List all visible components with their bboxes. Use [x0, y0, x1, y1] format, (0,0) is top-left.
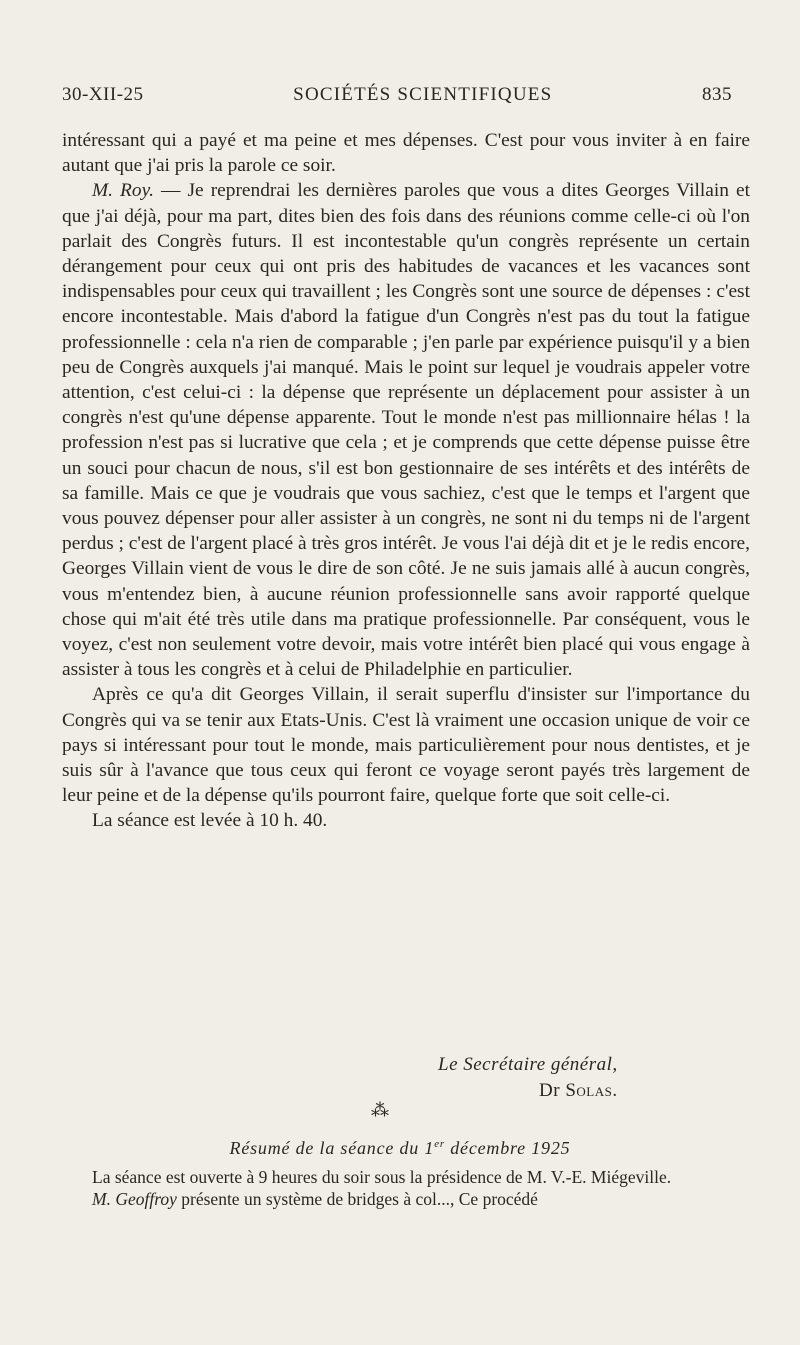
section-subheading: Résumé de la séance du 1er décembre 1925: [229, 1138, 571, 1158]
asterism-divider: ⁂: [371, 1100, 389, 1120]
page-number: 835: [701, 84, 732, 105]
paragraph-4: La séance est levée à 10 h. 40.: [92, 810, 328, 832]
signature-name: Dr Solas.: [539, 1080, 618, 1101]
speaker-name: M. Geoffroy: [92, 1189, 177, 1209]
main-text: [62, 128, 750, 834]
header-date: 30-XII-25: [62, 84, 144, 105]
sub-paragraph-1: La séance est ouverte à 9 heures du soir sous la présidence de M. V.-E. Miégeville.: [92, 1167, 672, 1187]
paragraph-2: M. Roy. — Je reprendrai les dernières paroles que vous a dites Georges Villain et que j'ai déjà, pour ma part, dites bien des fois dans des réunions comme celle-ci où l'on parlait des Congrès futurs. Il est incontestable qu'un congrès représente un certain dérangement pour ceux qui ont pris des habitudes de vacances et les vacances sont indispensables pour ceux qui travaillent ; les Congrès sont une source de dépenses : c'est encore incontestable. Mais d'abord la fatigue d'un Congrès n'est pas du tout la fatigue professionnelle : cela n'a rien de comparable ; j'en parle par expérience puisqu'il y a bien peu de Congrès auxquels j'ai manqué. Mais le point sur lequel je voudrais appeler votre attention, c'est celui-ci : la dépense que représente un déplacement pour assister à un congrès n'est qu'une dépense apparente. Tout le monde n'est pas millionnaire hélas ! la profession n'est pas si lucrative que cela ; et je comprends que cette dépense puisse être un souci pour chacun de nous, s'il est bon gestionnaire de ses intérêts et des intérêts de sa famille. Mais ce que je voudrais que vous sachiez, c'est que le temps et l'argent que vous pouvez dépenser pour aller assister à un congrès, ne sont ni du temps ni de l'argent perdus ; c'est de l'argent placé à très gros intérêt. Je vous l'ai déjà dit et je le redis encore, Georges Villain vient de vous le dire de son côté. Je ne suis jamais allé à aucun congrès, vous m'entendez bien, à aucune réunion professionnelle sans avoir rapporté quelque chose qui m'ait été très utile dans ma pratique professionnelle. Par conséquent, vous le voyez, c'est non seulement votre devoir, mais votre intérêt bien placé qui vous engage à assister à tous les congrès et à celui de Philadelphie en particulier.: [62, 180, 750, 681]
paragraph-3: Après ce qu'a dit Georges Villain, il serait superflu d'insister sur l'importance du Congrès qui va se tenir aux Etats-Unis. C'est là vraiment une occasion unique de voir ce pays si intéressant pour tout le monde, mais particulièrement pour nous dentistes, et je suis sûr à l'avance que tous ceux qui feront ce voyage seront payés très largement de leur peine et de la dépense qu'ils pourront faire, quelque forte que soit celle-ci.: [62, 684, 750, 807]
section-text: [62, 1166, 712, 1210]
signature-role: Le Secrétaire général,: [438, 1054, 618, 1075]
running-header: [62, 84, 732, 106]
paragraph-1: intéressant qui a payé et ma peine et mes dépenses. C'est pour vous inviter à en faire autant que j'ai pris la parole ce soir.: [62, 130, 750, 177]
header-title: SOCIÉTÉS SCIENTIFIQUES: [293, 84, 553, 105]
speaker-name: M. Roy.: [92, 180, 154, 202]
sub-paragraph-2: M. Geoffroy présente un système de bridges à col..., Ce procédé: [92, 1189, 538, 1209]
